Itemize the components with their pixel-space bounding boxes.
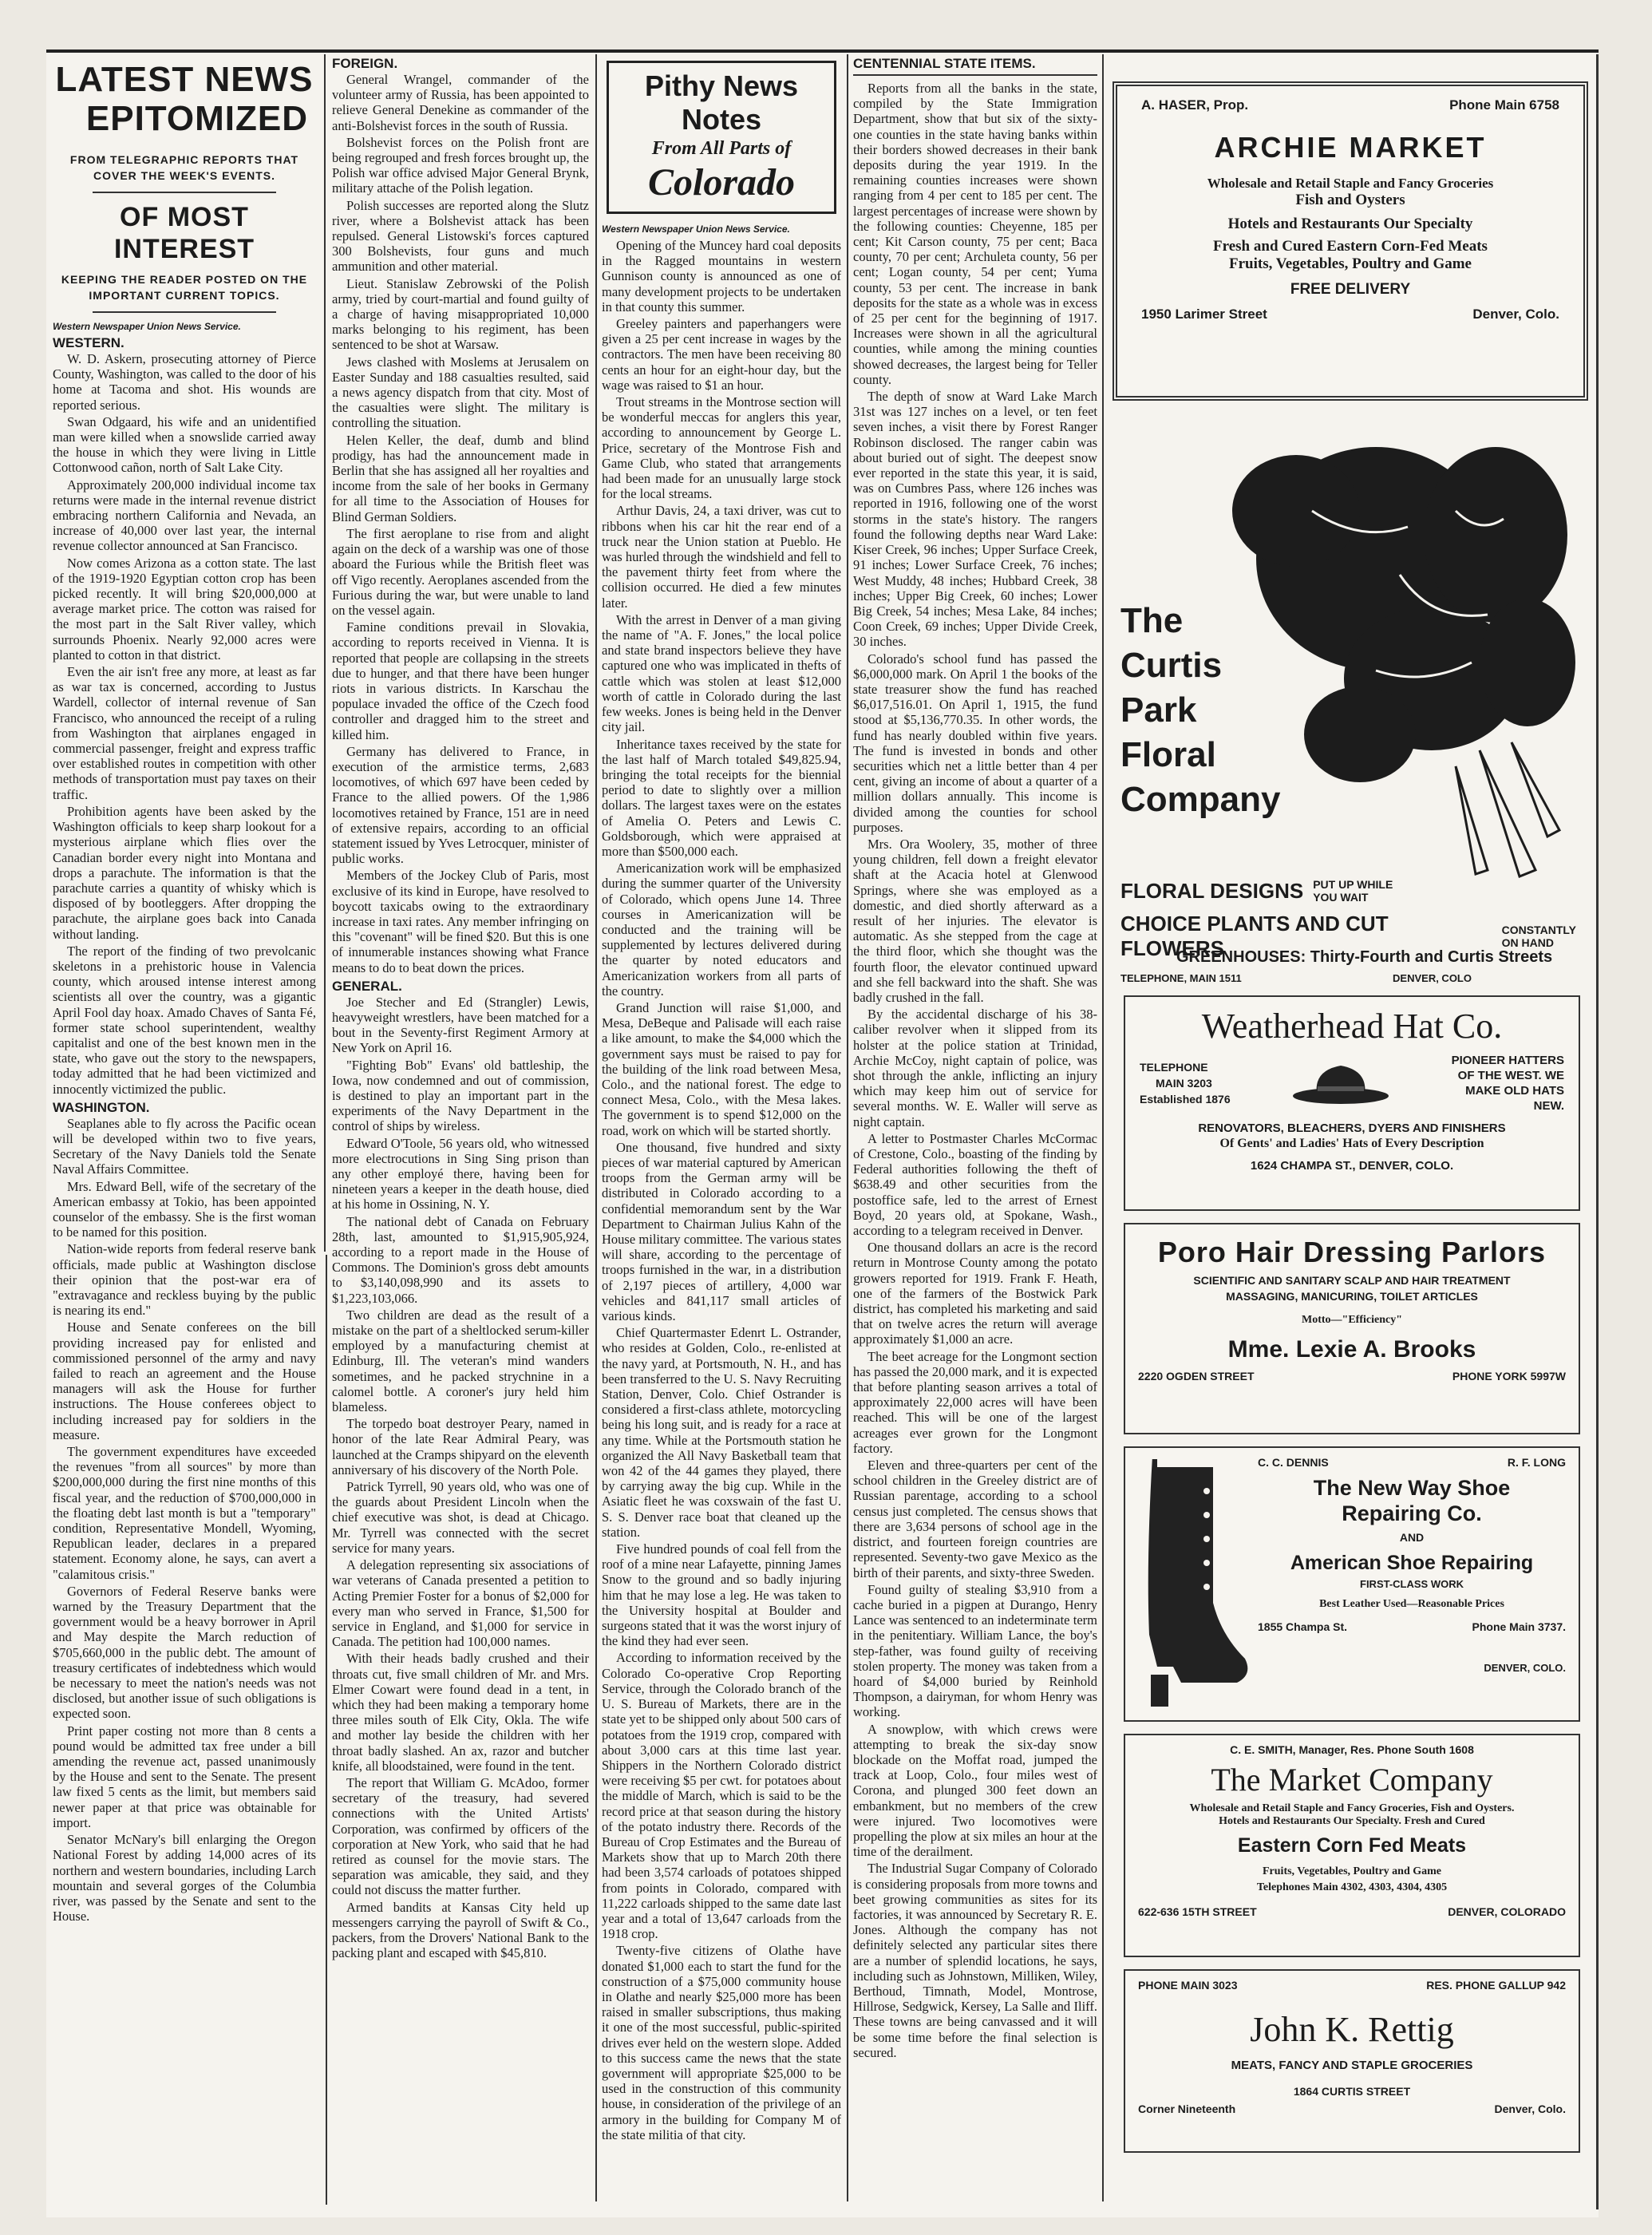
- news-item: Mrs. Edward Bell, wife of the secretary of the American embassy at Tokio, has been appointed counselor of the embassy. She is the first woman to be named for this position.: [53, 1178, 316, 1240]
- ad-telephone-number: MAIN 3203: [1156, 1077, 1212, 1090]
- ad-phone: RES. PHONE GALLUP 942: [1426, 1979, 1566, 1992]
- news-item: W. D. Askern, prosecuting attorney of Pierce County, Washington, was called to the door of his home at Tacoma and shot. His wounds are reported serious.: [53, 351, 316, 413]
- news-item: Polish successes are reported along the Slutz river, where a Bolshevist attack has been repulsed. General Listowski's forces captured 300 Bolshevists, four guns and much ammunition and other material.: [332, 197, 589, 275]
- news-item: The national debt of Canada on February 28th, last, amounted to $1,915,905,924, according to a report made in the House of Commons. The Dominion's gross debt amounts to $3,140,098,990 and its assets to $1,223,103,066.: [332, 1213, 589, 1306]
- ad-footer-row: [1138, 1370, 1566, 1383]
- boot-icon: [1133, 1459, 1253, 1715]
- news-item: Nation-wide reports from federal reserve bank officials, made public at Washington disclose their opinion that the post-war era of "extravagance and reckless buying by the public is nearing its end.": [53, 1241, 316, 1319]
- pithy-title: Pithy News Notes: [644, 69, 799, 136]
- ad-business-name: ARCHIE MARKET: [1214, 131, 1487, 164]
- ad-right-line: NEW.: [1533, 1099, 1564, 1113]
- news-item: Trout streams in the Montrose section will be wonderful meccas for anglers this year, according to announcement by George L. Price, secretary of the Montrose Fish and Game Club, who stated that arrangements had been made for an unusually large stock for the local streams.: [602, 394, 841, 502]
- ad-telephones: Telephones Main 4302, 4303, 4304, 4305: [1256, 1881, 1448, 1893]
- centennial-heading: CENTENNIAL STATE ITEMS.: [853, 56, 1097, 76]
- news-item: Helen Keller, the deaf, dumb and blind prodigy, has had the announcement made in Berlin that she has assigned all her royalties and income from the sale of her books in Germany for all time to the Association of Houses for Blind German Soldiers.: [332, 432, 589, 524]
- ad-address: 622-636 15TH STREET: [1138, 1905, 1257, 1918]
- ad-phone-row: [1138, 1979, 1566, 1992]
- ad-line: Wholesale and Retail Staple and Fancy Groceries: [1207, 176, 1494, 191]
- news-item: A snowplow, with which crews were attempting to break the six-day snow blockade on the Moffat road, jumped the track at Loop, Colo., four miles west of Corona, and plunged 300 feet down an embankment, but no members of the crew were injured. Two locomotives were propelling the plow at six miles an hour at the time of the derailment.: [853, 1721, 1097, 1860]
- news-item: Famine conditions prevail in Slovakia, according to reports received in Vienna. It is reported that people are collapsing in the streets due to hunger, and that there have been hunger riots in various districts. In Karschau the populace invaded the office of the Czech food controller and dragged him to the street and killed him.: [332, 619, 589, 742]
- news-item: According to information received by the Colorado Co-operative Crop Reporting Service, through the Colorado branch of the U. S. Bureau of Markets, there are in the state yet to be shipped only about 500 cars of potatoes from the 1919 crop, compared with about 3,000 cars at this time last year. Shippers in the Northern Colorado district were receiving $5 per cwt. for potatoes about the middle of March, which is said to be the record price at that season during the history of the potato industry there. Records of the Bureau of Crop Estimates and the Bureau of Markets show that up to March 20th there had been 3,574 carloads of potatoes shipped from points in Colorado, compared with 11,222 carloads shipped to the same date last year and a total of 13,647 carloads from the 1918 crop.: [602, 1650, 841, 1942]
- news-item: Two children are dead as the result of a mistake on the part of a sheltlocked serum-killer employed by a manufacturing chemist at Edinburg, Ill. The veteran's mind wanders sometimes, and he packed strychnine in a calomel bottle. A coroner's jury held him blameless.: [332, 1307, 589, 1415]
- news-item: Germany has delivered to France, in execution of the armistice terms, 2,683 locomotives, of which 697 have been ceded by France to the allied powers. Of the 1,986 locomotives retained by France, 151 are in need of extensive repairs, according to an official statement issued by Yves Letrocquer, minister of public works.: [332, 743, 589, 867]
- news-item: Eleven and three-quarters per cent of the school children in the Greeley district are of Russian parentage, according to a school census just completed. The census shows that there are 3,634 persons of school age in the district, and fourteen foreign countries are represented. Seventy-two gave Mexico as the birth of their parents, and sixty-three Sweden.: [853, 1458, 1097, 1580]
- ad-line: Hotels and Restaurants Our Specialty: [1227, 216, 1473, 232]
- floral-footer-row: [1120, 972, 1472, 984]
- section-heading-foreign: FOREIGN.: [332, 56, 398, 71]
- section-heading-general: GENERAL.: [332, 978, 402, 994]
- ad-and: AND: [1399, 1531, 1425, 1544]
- ad-phone: PHONE MAIN 3023: [1138, 1979, 1238, 1992]
- news-item: Lieut. Stanislaw Zebrowski of the Polish army, tried by court-martial and found guilty of a charge of having misappropriated 10,000 marks belonging to his regiment, has been sentenced to be shot at Warsaw.: [332, 275, 589, 353]
- news-item: Joe Stecher and Ed (Strangler) Lewis, heavyweight wrestlers, have been matched for a bout in the Seventy-first Regiment Armory at New York on April 16.: [332, 994, 589, 1056]
- ad-city: Denver, Colo.: [1472, 307, 1559, 322]
- ad-established: Established 1876: [1140, 1093, 1231, 1106]
- ad-line: Fruits, Vegetables, Poultry and Game: [1229, 255, 1472, 272]
- news-item: Members of the Jockey Club of Paris, most exclusive of its kind in Europe, have resolved to boycott taxicabs owing to the extraordinary increase in taxi rates. Any member infringing on this "covenant" will be fined $20. But this is one of innumerable instances showing what France means to do to beat down the prices.: [332, 868, 589, 975]
- ad-footer-row: [1138, 2102, 1566, 2115]
- wire-credit: Western Newspaper Union News Service.: [602, 224, 790, 235]
- news-item: Governors of Federal Reserve banks were warned by the Treasury Department that the government would be a heavy borrower in April and May despite the March reduction of $705,660,000 in the public debt. The amount of treasury certificates of indebtedness which would be necessary to meet the nation's needs was not disclosed, but another issue of such obligations is expected soon.: [53, 1583, 316, 1722]
- news-item: Found guilty of stealing $3,910 from a cache buried in a pigpen at Durango, Henry Lance was sentenced to an indeterminate term in the penitentiary. William Lance, the boy's step-father, was found guilty of receiving stolen property. The money was taken from a hoard of $4,000 buried by Reinhold Thompson, a dairyman, for whom Henry was working.: [853, 1581, 1097, 1720]
- floral-name-line: Park: [1120, 690, 1197, 730]
- masthead-subtitle: KEEPING THE READER POSTED ON THE IMPORTANT CURRENT TOPICS.: [61, 273, 308, 302]
- ad-business-name: Poro Hair Dressing Parlors: [1157, 1236, 1547, 1268]
- ad-address: 2220 OGDEN STREET: [1138, 1370, 1255, 1383]
- column-rule: [595, 54, 597, 2201]
- news-item: Prohibition agents have been asked by the Washington officials to keep sharp lookout for a mysterious airplane which flies over the Canadian border every night into Montana and drops a parachute. The information is that the parachute carries a quantity of whisky which is disposed of by bootleggers. After dropping the parachute, the airplane goes back into Canada without landing.: [53, 803, 316, 942]
- news-item: Armed bandits at Kansas City held up messengers carrying the payroll of Swift & Co., packers, from the Drovers' National Bank to the packing plant and escaped with $45,810.: [332, 1899, 589, 1961]
- pithy-news-box: [607, 61, 836, 214]
- floral-put-up: PUT UP WHILE YOU WAIT: [1313, 878, 1393, 904]
- ad-proprietor: A. HASER, Prop.: [1141, 97, 1249, 113]
- ad-line: Hotels and Restaurants Our Specialty. Fresh and Cured: [1219, 1815, 1485, 1827]
- column-rule: [326, 1255, 327, 2205]
- ad-address: 1855 Champa St.: [1258, 1620, 1348, 1633]
- ad-footer-row: [1138, 1905, 1566, 1918]
- floral-choice: CHOICE PLANTS AND CUT FLOWERS: [1120, 912, 1389, 960]
- news-item: Approximately 200,000 individual income tax returns were made in the internal revenue district embracing northern California and Nevada, an increase of 40,000 over last year, the internal revenue collector announced at San Francisco.: [53, 477, 316, 554]
- news-item: A delegation representing six associations of war veterans of Canada presented a petition to Acting Premier Foster for a bonus of $2,000 for every man who served in France, $1,500 for service in England, and $1,000 for service in Canada. The petition had 100,000 names.: [332, 1557, 589, 1650]
- floral-greenhouses: GREENHOUSES: Thirty-Fourth and Curtis Streets: [1176, 948, 1553, 966]
- masthead-epitomized: EPITOMIZED: [85, 99, 308, 138]
- news-item: Five hundred pounds of coal fell from the roof of a mine near Lafayette, pinning James Snow to the ground and so badly injuring him that he may lose a leg. He was taken to the University hospital at Boulder and surgeons stated that it was the worst injury of the kind they had ever seen.: [602, 1541, 841, 1649]
- ad-right-line: PIONEER HATTERS: [1451, 1054, 1564, 1067]
- news-item: The first aeroplane to rise from and alight again on the deck of a warship was one of those aboard the Furious while the British fleet was off Vigo recently. Aeroplanes ascended from the Furious during the war, but were unable to land on the vessel again.: [332, 525, 589, 618]
- news-item: Americanization work will be emphasized during the summer quarter of the University of Colorado, which opens June 14. Three courses in Americanization will be conducted and the training will be supplemented by lectures delivered during the quarter by noted educators and Americanization workers from all parts of the country.: [602, 860, 841, 999]
- news-item: One thousand, five hundred and sixty pieces of war material captured by American troops from the German army will be distributed in Colorado according to a confidential memorandum sent by the War Department to Chairman Julius Kahn of the House military committee. The various states will share, according to the percentage of troops furnished in the war, in a distribution of 2,197 pieces of artillery, 4,000 war vehicles and 841,117 small articles of various kinds.: [602, 1139, 841, 1324]
- ad-telephone: TELEPHONE: [1140, 1061, 1208, 1074]
- pithy-subtitle: From All Parts of: [651, 138, 792, 159]
- news-item: Now comes Arizona as a cotton state. The last of the 1919-1920 Egyptian cotton crop has been picked recently. It will bring $20,000,000 at average market price. The cotton was raised for the most part in the Salt River valley, which surrounds Phoenix. Nearly 92,000 acres were planted to cotton in that district.: [53, 555, 316, 663]
- ad-business-name: Weatherhead Hat Co.: [1201, 1007, 1503, 1046]
- column-1: [53, 56, 316, 2211]
- ad-line: Of Gents' and Ladies' Hats of Every Description: [1219, 1137, 1484, 1150]
- ad-line: Best Leather Used—Reasonable Prices: [1319, 1598, 1504, 1610]
- hat-icon: [1289, 1059, 1393, 1107]
- news-item: A letter to Postmaster Charles McCormac of Crestone, Colo., boasting of the finding by Federal authorities following the theft of $638.49 and other securities from the postoffice safe, led to the arrest of Ernest Boyd, 20 years old, at Spokane, Wash., according to a telegram received in Denver.: [853, 1130, 1097, 1239]
- section-heading-western: WESTERN.: [53, 335, 124, 350]
- masthead-latest-news: LATEST NEWS: [55, 60, 314, 99]
- column-rule: [847, 54, 848, 2201]
- news-item: Reports from all the banks in the state, compiled by the State Immigration Department, show that but six of the sixty-one counties in the state having banks within their borders showed decreases in their bank deposits during the year 1919. In the remaining counties increases were shown ranging from 4 per cent to 185 per cent. The largest percentages of increase were shown by the following counties: Cheyenne, 185 per cent; Kit Carson county, 75 per cent; Baca county, 70 per cent; Archuleta county, 56 per cent; Logan county, 54 per cent; Yuma county, 53 per cent. The increase in bank deposits for the state as a whole was in excess of 25 per cent for the beginning of 1917. Increases were shown in all the agricultural counties, while among the mining counties showed decreases, the largest being for Teller county.: [853, 81, 1097, 387]
- news-item: Greeley painters and paperhangers were given a 25 per cent increase in wages by the contractors. The men have been receiving 80 cents an hour for an eight-hour day, but the wage was raised to $1 an hour.: [602, 316, 841, 393]
- ad-line: Eastern Corn Fed Meats: [1237, 1834, 1467, 1857]
- news-item: House and Senate conferees on the bill providing increased pay for enlisted and commissioned personnel of the army and navy failed to reach an agreement and the House managers will ask the House for further instructions. The House conferees object to including increased pay for soldiers in the measure.: [53, 1319, 316, 1442]
- news-item: The report that William G. McAdoo, former secretary of the treasury, had severed connections with the United Artists' Corporation, was confirmed by officers of the corporation at New York, who said that he had retired as counsel for the movie stars. The separation was amicable, they said, and they could not discuss the matter further.: [332, 1774, 589, 1898]
- ad-phone: PHONE YORK 5997W: [1452, 1370, 1566, 1383]
- masthead-divider: [93, 192, 276, 193]
- ad-right-block: [1452, 1053, 1564, 1114]
- masthead-most-interest: OF MOST INTEREST: [113, 202, 255, 264]
- ad-line: MASSAGING, MANICURING, TOILET ARTICLES: [1226, 1290, 1478, 1303]
- floral-company-name: [1120, 599, 1280, 822]
- ad-address: 1624 CHAMPA ST., DENVER, COLO.: [1250, 1159, 1454, 1173]
- news-item: The government expenditures have exceeded the revenues "from all sources" by more than $200,000,000 during the first nine months of this fiscal year, and the reduction of $700,000,000 in the floating debt last month is but a "temporary" condition, Representative Mondell, Wyoming, Republican leader, declares in a prepared statement. Economy alone, he says, can avert a "calamitous crisis.": [53, 1444, 316, 1582]
- floral-designs: FLORAL DESIGNS: [1120, 878, 1304, 903]
- ad-partner: C. C. DENNIS: [1258, 1456, 1329, 1469]
- ad-business-name: John K. Rettig: [1250, 2010, 1454, 2049]
- ad-address: 1950 Larimer Street: [1141, 307, 1267, 322]
- ad-archie-market: [1113, 81, 1588, 401]
- news-item: General Wrangel, commander of the volunteer army of Russia, has been appointed to relieve General Denekine as commander of the anti-Bolshevist forces in the south of Russia.: [332, 72, 589, 133]
- masthead-subtitle: FROM TELEGRAPHIC REPORTS THAT COVER THE WEEK'S EVENTS.: [69, 153, 299, 182]
- floral-constantly: CONSTANTLY ON HAND: [1501, 924, 1576, 949]
- news-item: The report of the finding of two prevolcanic skeletons in a prehistoric house in Valencia county, which aroused intense interest among scientists all over the country, was a gigantic April Fool day hoax. Amado Chaves of Santa Fé, former state school superintendent, wealthy capitalist and one of the best known men in the state, who gave out the story to the newspapers, today admitted that he had been victimized and innocently victimized the public.: [53, 943, 316, 1097]
- column-3: [602, 56, 841, 2211]
- section-heading-washington: WASHINGTON.: [53, 1099, 150, 1115]
- ad-right-line: MAKE OLD HATS: [1465, 1084, 1564, 1098]
- column-4: [853, 56, 1097, 2211]
- ad-line: RENOVATORS, BLEACHERS, DYERS AND FINISHERS: [1198, 1121, 1506, 1135]
- news-item: Swan Odgaard, his wife and an unidentified man were killed when a snowslide carried away the house in which they were living in Little Cottonwood cañon, north of Salt Lake City.: [53, 413, 316, 476]
- ad-poro-hair: [1124, 1223, 1580, 1434]
- news-item: With their heads badly crushed and their throats cut, five small children of Mr. and Mrs. Elmer Cowart were found dead in a tent, in which they had been making a temporary home three miles south of Elk City, Okla. The wife and mother lay beside the children with her throat badly slashed. An ax, razor and butcher knife, all bloodstained, were found in the tent.: [332, 1651, 589, 1774]
- ad-line: FREE DELIVERY: [1290, 281, 1411, 298]
- pithy-colorado: Colorado: [647, 161, 796, 204]
- floral-telephone: TELEPHONE, MAIN 1511: [1120, 972, 1242, 984]
- news-item: Even the air isn't free any more, at least as far as war tax is concerned, according to Justus Wardell, collector of internal revenue of San Francisco, who announced the receipt of a ruling from Washington that airplanes engaged in commercial passenger, freight and express traffic over established routes in competition with other methods of transportation must pay taxes on their traffic.: [53, 664, 316, 802]
- ad-owner: Mme. Lexie A. Brooks: [1227, 1336, 1476, 1363]
- ad-address-row: [1258, 1620, 1566, 1633]
- ad-line: Fish and Oysters: [1295, 192, 1405, 208]
- ad-market-company: [1124, 1734, 1580, 1957]
- news-item: One thousand dollars an acre is the record return in Montrose County among the potato growers reported for 1919. Frank F. Heath, one of the farmers of the Bostwick Park district, has completed his marketing and said that on twelve acres the return will average approximately $1,000 an acre.: [853, 1240, 1097, 1347]
- ad-corner: Corner Nineteenth: [1138, 2102, 1236, 2115]
- ad-city: DENVER, COLORADO: [1448, 1905, 1566, 1918]
- ad-header-row: [1141, 97, 1559, 113]
- ad-text-block: [1258, 1456, 1566, 1674]
- newspaper-page: [46, 49, 1599, 2217]
- floral-name-line: Curtis: [1120, 646, 1223, 685]
- ad-partner: R. F. LONG: [1507, 1456, 1566, 1469]
- news-item: Jews clashed with Moslems at Jerusalem on Easter Sunday and 188 casualties resulted, said a news agency dispatch from that city. Most of the casualties were slight. The military is controlling the situation.: [332, 354, 589, 431]
- news-item: Senator McNary's bill enlarging the Oregon National Forest by adding 14,000 acres of its northern and western boundaries, including Larch mountain and several gorges of the Columbia river, was passed by the Senate and sent to the House.: [53, 1832, 316, 1924]
- ad-business-name: The New Way Shoe: [1313, 1476, 1511, 1500]
- page-edge-rule: [1596, 54, 1599, 2209]
- news-item: Arthur Davis, 24, a taxi driver, was cut to ribbons when his car hit the rear end of a truck near the Union station at Pueblo. He was hurled through the windshield and fell to the pavement thirty feet from where the collision occurred. He died a few minutes later.: [602, 503, 841, 611]
- news-item: "Fighting Bob" Evans' old battleship, the Iowa, now condemned and out of commission, is destined to play an important part in the experiments of the Navy Department in the control of ships by wireless.: [332, 1057, 589, 1134]
- news-item: Bolshevist forces on the Polish front are being regrouped and fresh forces brought up, the Polish war office advised Major General Brynk, military attache of the Polish legation.: [332, 134, 589, 196]
- floral-city: DENVER, COLO: [1393, 972, 1472, 984]
- ad-middle-row: [1140, 1053, 1564, 1114]
- floral-name-line: Floral: [1120, 735, 1216, 774]
- ad-new-way-shoe: [1124, 1446, 1580, 1722]
- ad-left-block: [1140, 1059, 1231, 1107]
- ad-city: DENVER, COLO.: [1484, 1662, 1566, 1674]
- news-item: Chief Quartermaster Edenrt L. Ostrander, who resides at Golden, Colo., re-enlisted at the navy yard, at Portsmouth, N. H., and has been transferred to the U. S. Navy Recruiting Station, Denver, Colo. Chief Ostrander is considered a first-class athlete, motorcycling being his long suit, and is ready for a race at any time. While at the Portsmouth station he organized the All Navy Basketball team that won 42 of the 44 games they played, there by carrying away the big cup. While in the Asiatic fleet he was coxswain of the fast U. S. S. Denver race boat that cleaned up the station.: [602, 1325, 841, 1540]
- column-rule: [1102, 54, 1104, 2201]
- news-item: Inheritance taxes received by the state for the last half of March totaled $49,825.94, bringing the total receipts for the biennial period to date to slightly over a million dollars. The largest taxes were on the estates of Amelia O. Peters and Lewis C. Goldsborough, which were appraised at more than $500,000 each.: [602, 736, 841, 859]
- news-item: The torpedo boat destroyer Peary, named in honor of the late Rear Admiral Peary, was launched at the Cramps shipyard on the eleventh anniversary of his discovery of the North Pole.: [332, 1416, 589, 1477]
- ad-curtis-park-floral: [1113, 415, 1588, 1086]
- ad-weatherhead-hat: [1124, 995, 1580, 1211]
- ad-business-name: American Shoe Repairing: [1290, 1552, 1534, 1574]
- news-item: The Industrial Sugar Company of Colorado is considering proposals from more towns and beet growing communities as sites for its factories, it was announced by Secretary R. E. Jones. Although the company has not definitely selected any particular sites there are a number of splendid locations, he says, including such as Johnstown, Milliken, Wiley, Berthoud, Timnath, Model, Montrose, Hillrose, Sedgwick, Kersey, La Salle and Iliff. These towns are being canvassed and it will be some time before the final selection is secured.: [853, 1861, 1097, 2060]
- column-rule: [324, 54, 326, 1252]
- masthead-divider: [93, 311, 276, 313]
- ad-line: Wholesale and Retail Staple and Fancy Groceries, Fish and Oysters.: [1189, 1802, 1515, 1814]
- floral-name-line: Company: [1120, 780, 1281, 819]
- ad-john-rettig: [1124, 1969, 1580, 2153]
- news-item: Opening of the Muncey hard coal deposits in the Ragged mountains in western Gunnison county is announced as one of many development projects to be undertaken in that county this summer.: [602, 238, 841, 314]
- ad-manager: C. E. SMITH, Manager, Res. Phone South 1608: [1230, 1743, 1474, 1756]
- news-item: Mrs. Ora Woolery, 35, mother of three young children, fell down a freight elevator shaft at the Acacia hotel at Glenwood Springs, where she was employed as a domestic, and died shortly afterward as a result of her injuries. The elevator is automatic. As she stepped from the cage at the third floor, which she thought was the fourth floor, the elevator continued upward and she fell backward into the shaft. She was badly crushed in the fall.: [853, 836, 1097, 1005]
- news-item: Seaplanes able to fly across the Pacific ocean will be developed within two to five years, Secretary of the Navy Daniels told the Senate Naval Affairs Committee.: [53, 1115, 316, 1177]
- floral-designs-row: [1120, 878, 1401, 904]
- news-item: Patrick Tyrrell, 90 years old, who was one of the guards about President Lincoln when the chief executive was shot, is dead at Chicago. Mr. Tyrrell was connected with the secret service for many years.: [332, 1479, 589, 1556]
- floral-name-line: The: [1120, 601, 1184, 640]
- ad-business-name: The Market Company: [1211, 1762, 1493, 1798]
- ad-names-row: [1258, 1456, 1566, 1469]
- news-item: The beet acreage for the Longmont section has passed the 20,000 mark, and it is expected that before planting season arrives a total of approximately 22,000 acres will have been reached. This will be one of the largest acreages ever grown for the Longmont factory.: [853, 1348, 1097, 1456]
- news-item: With the arrest in Denver of a man giving the name of "A. F. Jones," the local police and state brand inspectors believe they have captured one who was implicated in thefts of cattle which was stolen at least $12,000 worth of cattle in Colorado during the last few weeks. Jones is being held in the Denver city jail.: [602, 611, 841, 735]
- news-item: The depth of snow at Ward Lake March 31st was 127 inches on a level, or ten feet seven inches, a visit there by Forest Ranger Robinson disclosed. The ranger cabin was about buried out of sight. The deepest snow ever reported in the state this year, it is said, was on Cumbres Pass, where 126 inches was reported in 1916, following one of the worst storms in the state's history. The rangers found the following depths near Ward Lake: Kiser Creek, 96 inches; Upper Surface Creek, 91 inches; Lower Surface Creek, 76 inches; West Muddy, 48 inches; Hubbard Creek, 38 inches; Upper Big Creek, 60 inches; Lower Big Creek, 54 inches; Mesa Lake, 84 inches; Coon Creek, 69 inches; Upper Divide Creek, 30 inches.: [853, 389, 1097, 650]
- ad-phone: Phone Main 6758: [1449, 97, 1559, 113]
- news-item: Colorado's school fund has passed the $6,000,000 mark. On April 1 the books of the state treasurer show the fund has reached $6,017,516.01. On April 1, 1915, the fund stood at $5,136,770.35. In other words, the fund has nearly doubled within five years. The fund is invested in bonds and other securities which net a little better than 4 per cent, giving an income of about a quarter of a million dollars annually. This income is divided among the counties for school purposes.: [853, 651, 1097, 835]
- ad-line: FIRST-CLASS WORK: [1360, 1578, 1464, 1590]
- news-item: By the accidental discharge of his 38-caliber revolver when it slipped from its holster at the police station at Trinidad, Archie McCoy, night captain of police, was shot through the ankle, inflicting an injury which may keep him out of service for several months. W. E. Waller will serve as night captain.: [853, 1007, 1097, 1129]
- ad-line: Fruits, Vegetables, Poultry and Game: [1263, 1865, 1441, 1877]
- ad-business-name: Repairing Co.: [1342, 1501, 1482, 1525]
- column-2: [332, 56, 589, 2211]
- news-item: Edward O'Toole, 56 years old, who witnessed more electrocutions in Sing Sing prison than any other employé there, having been for nineteen years a keeper in the death house, died at his home in Ossining, N. Y.: [332, 1135, 589, 1212]
- ad-address: 1864 CURTIS STREET: [1293, 2085, 1411, 2098]
- news-item: Twenty-five citizens of Olathe have donated $1,000 each to start the fund for the construction of a $75,000 community house in Olathe and nearly $25,000 more has been raised in smaller subscriptions, thus making it one of the most successful, public-spirited drives ever held on the western slope. Added to this success came the news that the state government will appropriate $25,000 to be used in the construction of this community house, in consideration of the privilege of an armory in the building for Company M of the state militia of that city.: [602, 1943, 841, 2142]
- ad-line: Fresh and Cured Eastern Corn-Fed Meats: [1213, 238, 1488, 255]
- ad-right-line: OF THE WEST. WE: [1457, 1069, 1564, 1082]
- ad-motto: Motto—"Efficiency": [1302, 1314, 1402, 1326]
- top-rule: [46, 49, 1599, 53]
- ad-line: MEATS, FANCY AND STAPLE GROCERIES: [1231, 2059, 1473, 2072]
- ad-footer-row: [1141, 307, 1559, 322]
- wire-credit: Western Newspaper Union News Service.: [53, 321, 241, 332]
- ad-city: Denver, Colo.: [1494, 2102, 1566, 2115]
- ad-phone: Phone Main 3737.: [1472, 1620, 1566, 1633]
- news-item: Grand Junction will raise $1,000, and Mesa, DeBeque and Palisade will each raise a like amount, to make the $4,000 which the government says must be raised to pay for the building of the link road between Mesa, Colo., and the national forest. The edge to connect Mesa, Colo., with the Mesa lakes. The government is to spend $12,000 on the road, work on which will be started shortly.: [602, 999, 841, 1138]
- news-item: Print paper costing not more than 8 cents a pound would be admitted tax free under a bill amending the revenue act, passed unanimously by the House and sent to the Senate. The present law fixed 5 cents as the limit, but members said newer paper at that price was obtainable for import.: [53, 1723, 316, 1830]
- ad-line: SCIENTIFIC AND SANITARY SCALP AND HAIR TREATMENT: [1193, 1274, 1511, 1287]
